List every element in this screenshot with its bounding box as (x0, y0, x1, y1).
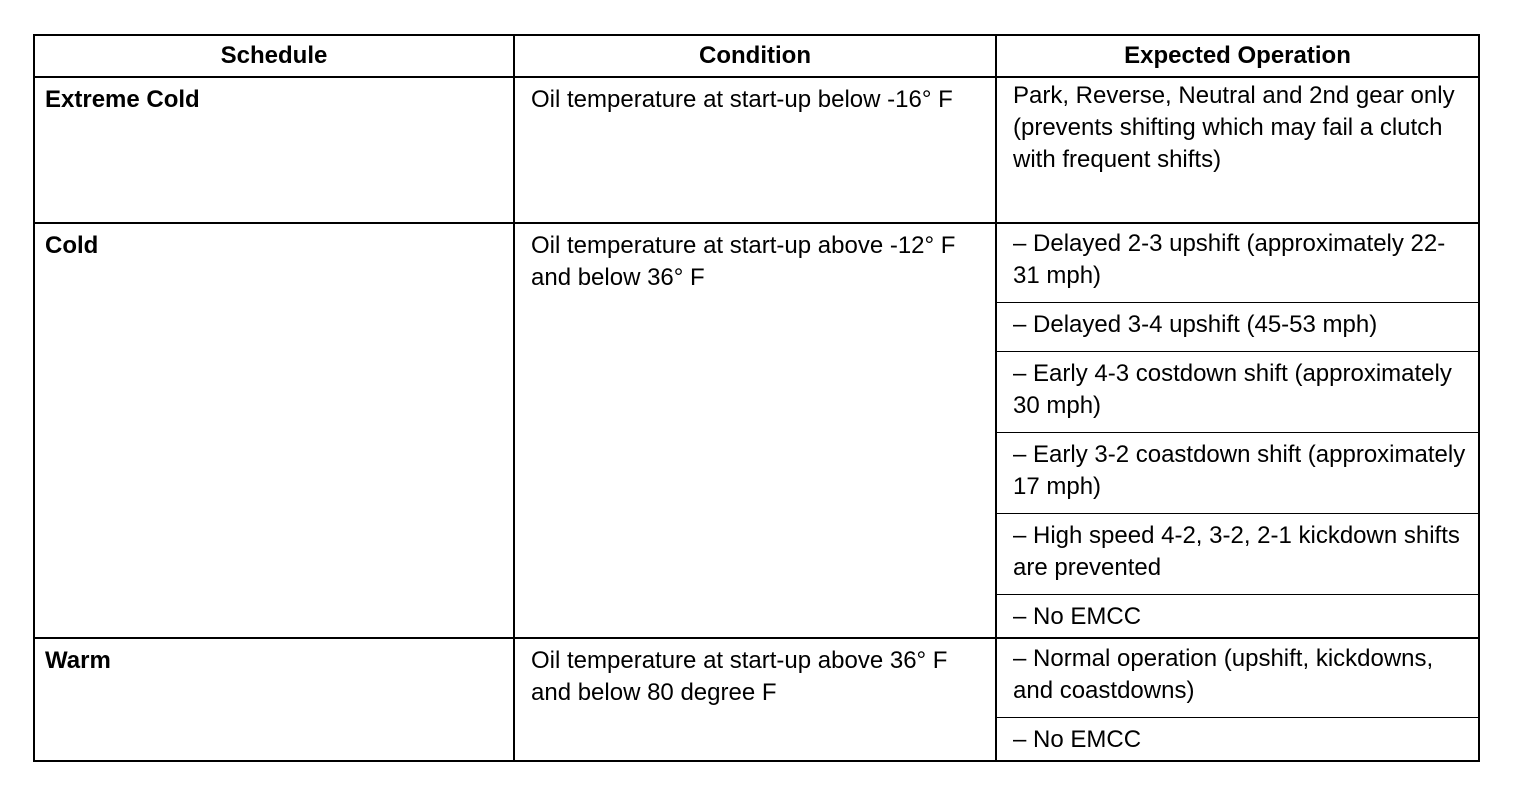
operations-cell (996, 77, 1479, 223)
schedule-cell: Cold (34, 223, 514, 638)
operation-item: – No EMCC (997, 717, 1478, 760)
operations-cell (996, 638, 1479, 761)
header-condition: Condition (514, 35, 996, 77)
header-expected-operation: Expected Operation (996, 35, 1479, 77)
header-schedule: Schedule (34, 35, 514, 77)
table-row (34, 638, 1479, 761)
schedule-table (33, 34, 1480, 762)
operation-item: – Early 4-3 costdown shift (approximately 30 mph) (997, 351, 1478, 432)
condition-cell: Oil temperature at start-up above 36° F and below 80 degree F (514, 638, 996, 761)
table-row (34, 223, 1479, 638)
schedule-cell: Warm (34, 638, 514, 761)
header-row (34, 35, 1479, 77)
operation-item: – Normal operation (upshift, kickdowns, and coastdowns) (1013, 645, 1434, 704)
operation-item: – No EMCC (997, 594, 1478, 637)
operation-item: – High speed 4-2, 3-2, 2-1 kickdown shifts are prevented (997, 513, 1478, 594)
operations-cell (996, 223, 1479, 638)
operation-item: Park, Reverse, Neutral and 2nd gear only (prevents shifting which may fail a clutch with frequent shifts) (1013, 82, 1455, 173)
operation-item: – Early 3-2 coastdown shift (approximately 17 mph) (997, 432, 1478, 513)
schedule-cell: Extreme Cold (34, 77, 514, 223)
condition-cell: Oil temperature at start-up below -16° F (514, 77, 996, 223)
operation-item: – Delayed 3-4 upshift (45-53 mph) (997, 302, 1478, 351)
condition-cell: Oil temperature at start-up above -12° F and below 36° F (514, 223, 996, 638)
table-row (34, 77, 1479, 223)
operation-item: – Delayed 2-3 upshift (approximately 22-31 mph) (1013, 230, 1446, 289)
